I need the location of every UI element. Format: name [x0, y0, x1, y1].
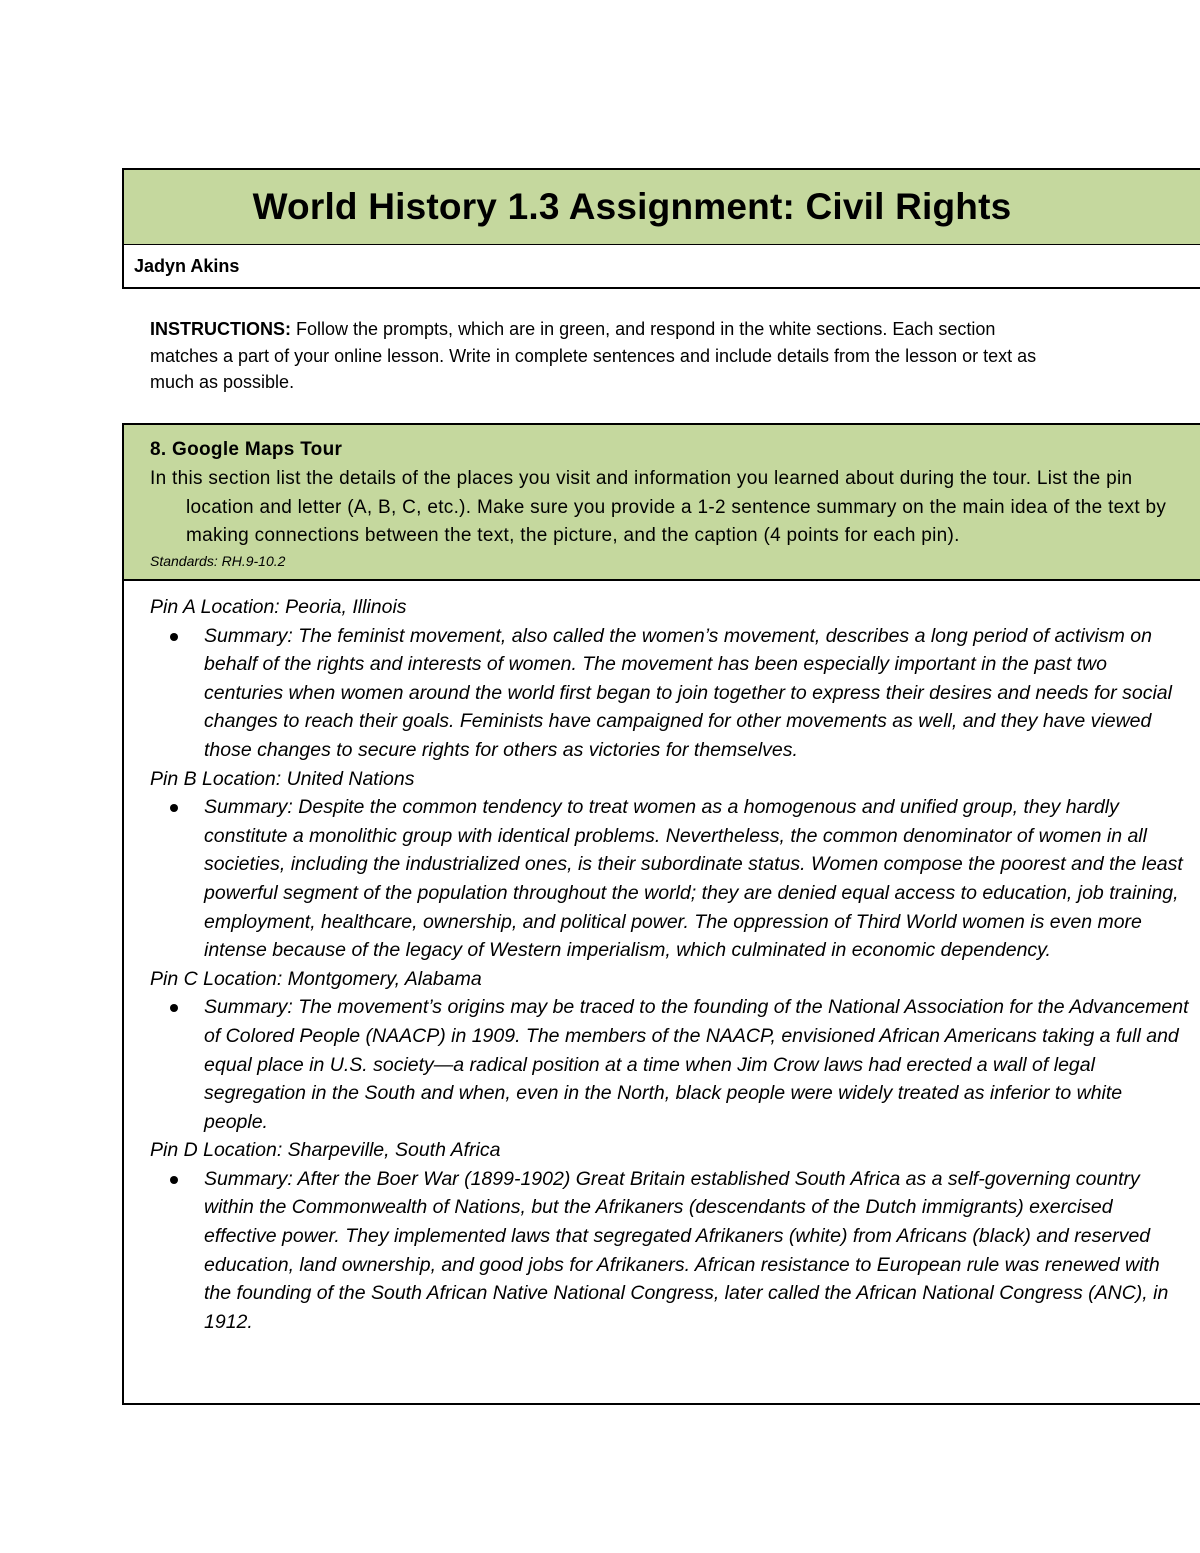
page-title: World History 1.3 Assignment: Civil Rights — [252, 186, 1012, 227]
standards-label: Standards: RH.9-10.2 — [150, 552, 286, 569]
pin-a-location: Pin A Location: Peoria, Illinois — [150, 596, 407, 618]
section-table — [122, 423, 1200, 1405]
instructions — [150, 316, 1050, 396]
bullet-icon — [170, 633, 178, 641]
student-name: Jadyn Akins — [134, 255, 240, 276]
section-prompt: In this section list the details of the places you visit and information you learned about during the tour. List the pin location and letter (A, B, C, etc.). Make sure you provide a 1-2 sentence summary on the main idea of the text by making connections between the text, the picture, and the caption (4 points for each pin). — [150, 468, 1167, 546]
pin-b-summary-text: Summary: Despite the common tendency to treat women as a homogenous and unified group, they hardly constitute a monolithic group with identical problems. Nevertheless, the common denominator of women in all societies, including the industrialized ones, is their subordinate status. Women compose the poorest and the least powerful segment of the population throughout the world; they are denied equal access to education, job training, employment, healthcare, ownership, and political power. The oppression of Third World women is even more intense because of the legacy of Western imperialism, which culminated in economic dependency. — [204, 796, 1183, 962]
pin-c-location: Pin C Location: Montgomery, Alabama — [150, 967, 482, 990]
pin-b-location: Pin B Location: United Nations — [150, 767, 415, 790]
header-table — [122, 168, 1200, 289]
pin-c-summary — [150, 993, 1190, 1136]
pin-c-summary-text: Summary: The movement’s origins may be traced to the founding of the National Association for the Advancement of Colored People (NAACP) in 1909. The members of the NAACP, envisioned African Americans taking a full and equal place in U.S. society—a radical position at a time when Jim Crow laws had erected a wall of legal segregation in the South and when, even in the North, black people were widely treated as inferior to white people. — [204, 996, 1189, 1133]
pin-b-summary — [150, 793, 1190, 965]
prompt-cell — [124, 425, 1200, 581]
pin-d-summary-text: Summary: After the Boer War (1899-1902) Great Britain established South Africa as a self-governing country within the Commonwealth of Nations, but the Afrikaners (descendants of the Dutch immigrants) exercised effective power. They implemented laws that segregated Afrikaners (white) from Africans (black) and reserved education, land ownership, and good jobs for Afrikaners. African resistance to European rule was renewed with the founding of the South African Native National Congress, later called the African National Congress (ANC), in 1912. — [204, 1167, 1169, 1333]
pin-d-summary — [150, 1165, 1190, 1337]
section-title: 8. Google Maps Tour — [150, 439, 343, 460]
pin-d-location: Pin D Location: Sharpeville, South Africa — [150, 1139, 501, 1162]
instructions-label: INSTRUCTIONS: — [150, 319, 291, 339]
instructions-text: Follow the prompts, which are in green, and respond in the white sections. Each section matches a part of your online lesson. Write in complete sentences and include details from the lesson or text as much as possible. — [150, 319, 1037, 392]
pin-a-summary — [150, 622, 1190, 765]
title-cell — [124, 170, 1200, 245]
response-cell — [124, 581, 1200, 1336]
bullet-icon — [170, 804, 178, 812]
pin-a-summary-text: Summary: The feminist movement, also called the women’s movement, describes a long period of activism on behalf of the rights and interests of women. The movement has been especially important in the past two centuries when women around the world first began to join together to express their desires and needs for social changes to reach their goals. Feminists have campaigned for other movements as well, and they have viewed those changes to secure rights for others as victories for themselves. — [204, 624, 1172, 761]
bullet-icon — [170, 1176, 178, 1184]
bullet-icon — [170, 1004, 178, 1012]
